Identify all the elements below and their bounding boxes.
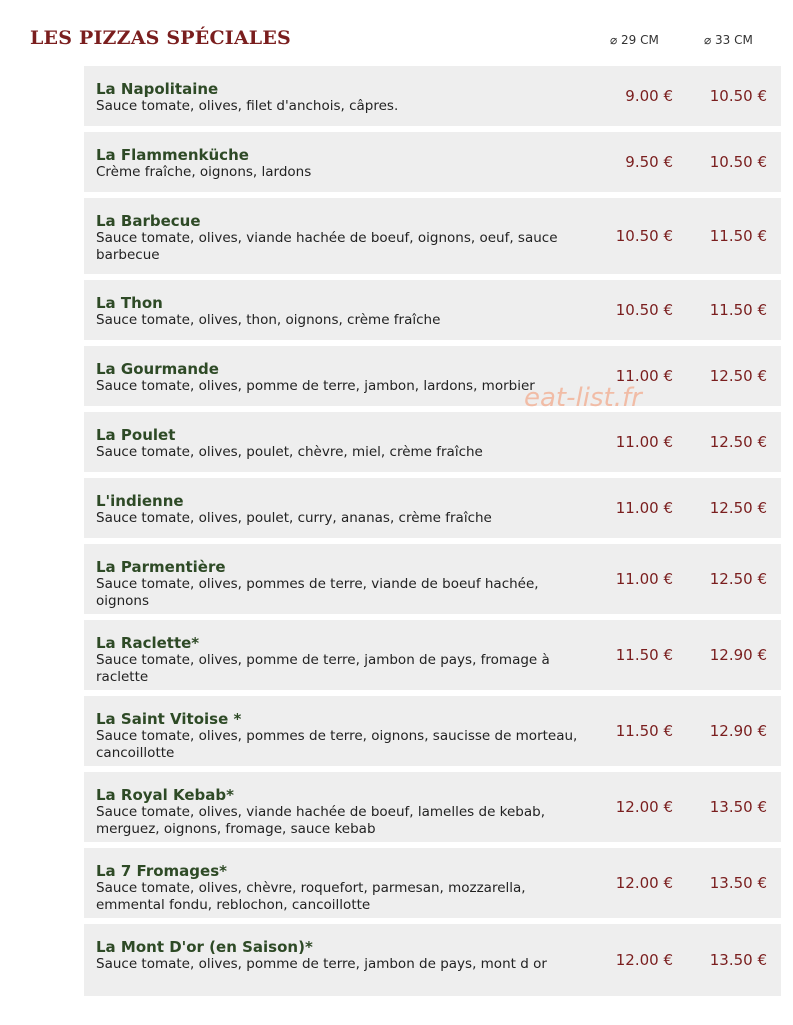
pizza-description: Sauce tomate, olives, viande hachée de boeuf, lamelles de kebab, merguez, oignons, fromage, sauce kebab bbox=[96, 804, 546, 837]
price-29cm: 11.50 € bbox=[615, 646, 673, 664]
pizza-description: Sauce tomate, olives, pomme de terre, jambon de pays, fromage à raclette bbox=[96, 652, 550, 685]
price-29cm: 11.00 € bbox=[615, 499, 673, 517]
size-29-column-header: ⌀ 29 CM bbox=[610, 33, 659, 47]
pizza-name: La Napolitaine bbox=[96, 80, 219, 98]
price-33cm: 10.50 € bbox=[709, 87, 767, 105]
pizza-description: Sauce tomate, olives, thon, oignons, crème fraîche bbox=[96, 312, 441, 328]
price-33cm: 12.50 € bbox=[709, 367, 767, 385]
pizza-item bbox=[84, 412, 781, 472]
pizza-item bbox=[84, 198, 781, 274]
price-29cm: 10.50 € bbox=[615, 227, 673, 245]
pizza-name: La Raclette* bbox=[96, 634, 200, 652]
price-29cm: 10.50 € bbox=[615, 301, 673, 319]
price-33cm: 12.50 € bbox=[709, 499, 767, 517]
watermark-text: eat-list.fr bbox=[524, 383, 642, 413]
price-33cm: 13.50 € bbox=[709, 798, 767, 816]
price-33cm: 12.90 € bbox=[709, 722, 767, 740]
price-33cm: 13.50 € bbox=[709, 874, 767, 892]
pizza-item bbox=[84, 346, 781, 406]
pizza-name: La Gourmande bbox=[96, 360, 219, 378]
pizza-name: La 7 Fromages* bbox=[96, 862, 227, 880]
pizza-name: La Saint Vitoise * bbox=[96, 710, 242, 728]
pizza-item bbox=[84, 478, 781, 538]
price-29cm: 11.00 € bbox=[615, 570, 673, 588]
price-29cm: 12.00 € bbox=[615, 874, 673, 892]
price-33cm: 12.90 € bbox=[709, 646, 767, 664]
pizza-name: La Mont D'or (en Saison)* bbox=[96, 938, 313, 956]
price-29cm: 9.50 € bbox=[625, 153, 673, 171]
price-33cm: 10.50 € bbox=[709, 153, 767, 171]
pizza-item bbox=[84, 772, 781, 842]
pizza-item bbox=[84, 66, 781, 126]
price-33cm: 11.50 € bbox=[709, 227, 767, 245]
price-33cm: 12.50 € bbox=[709, 570, 767, 588]
pizza-item bbox=[84, 696, 781, 766]
pizza-item bbox=[84, 280, 781, 340]
pizza-description: Sauce tomate, olives, pommes de terre, viande de boeuf hachée, oignons bbox=[96, 576, 539, 609]
price-29cm: 11.00 € bbox=[615, 433, 673, 451]
price-29cm: 12.00 € bbox=[615, 951, 673, 969]
pizza-description: Sauce tomate, olives, pomme de terre, jambon, lardons, morbier bbox=[96, 378, 535, 394]
menu-header bbox=[0, 0, 793, 62]
pizza-description: Sauce tomate, olives, poulet, curry, ananas, crème fraîche bbox=[96, 510, 492, 526]
pizza-item bbox=[84, 848, 781, 918]
price-29cm: 11.50 € bbox=[615, 722, 673, 740]
pizza-description: Sauce tomate, olives, poulet, chèvre, miel, crème fraîche bbox=[96, 444, 483, 460]
pizza-item bbox=[84, 544, 781, 614]
pizza-name: L'indienne bbox=[96, 492, 184, 510]
pizza-name: La Royal Kebab* bbox=[96, 786, 234, 804]
pizza-name: La Barbecue bbox=[96, 212, 201, 230]
price-29cm: 9.00 € bbox=[625, 87, 673, 105]
pizza-item bbox=[84, 924, 781, 996]
pizza-description: Sauce tomate, olives, filet d'anchois, câpres. bbox=[96, 98, 399, 114]
pizza-description: Sauce tomate, olives, chèvre, roquefort, parmesan, mozzarella, emmental fondu, reblochon, cancoillotte bbox=[96, 880, 526, 913]
pizza-description: Crème fraîche, oignons, lardons bbox=[96, 164, 312, 180]
size-33-column-header: ⌀ 33 CM bbox=[704, 33, 753, 47]
pizza-description: Sauce tomate, olives, pommes de terre, oignons, saucisse de morteau, cancoillotte bbox=[96, 728, 578, 761]
pizza-name: La Parmentière bbox=[96, 558, 226, 576]
price-33cm: 12.50 € bbox=[709, 433, 767, 451]
pizza-name: La Flammenküche bbox=[96, 146, 249, 164]
pizza-description: Sauce tomate, olives, pomme de terre, jambon de pays, mont d or bbox=[96, 956, 547, 972]
pizza-description: Sauce tomate, olives, viande hachée de boeuf, oignons, oeuf, sauce barbecue bbox=[96, 230, 558, 263]
pizza-list bbox=[84, 66, 781, 1002]
section-title: LES PIZZAS SPÉCIALES bbox=[30, 27, 291, 49]
price-29cm: 11.00 € bbox=[615, 367, 673, 385]
pizza-name: La Thon bbox=[96, 294, 163, 312]
pizza-item bbox=[84, 620, 781, 690]
pizza-name: La Poulet bbox=[96, 426, 176, 444]
pizza-item bbox=[84, 132, 781, 192]
price-33cm: 13.50 € bbox=[709, 951, 767, 969]
price-29cm: 12.00 € bbox=[615, 798, 673, 816]
price-33cm: 11.50 € bbox=[709, 301, 767, 319]
